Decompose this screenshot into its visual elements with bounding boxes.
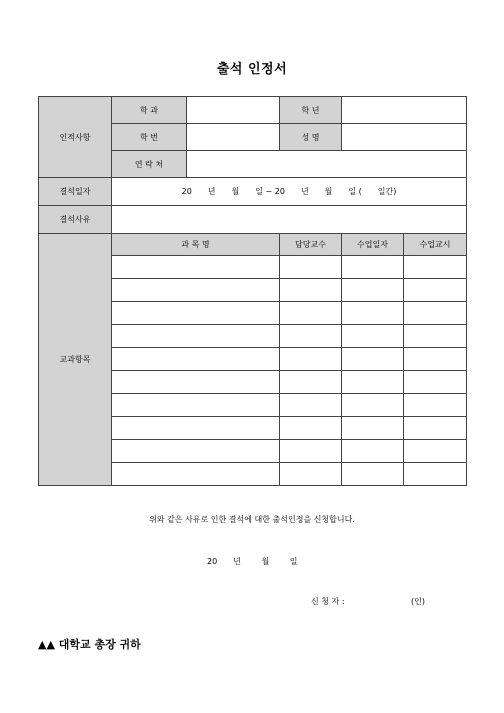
name-label: 성 명 [280, 124, 342, 151]
absence-date-field[interactable]: 20 년 월 일 ~ 20 년 월 일 ( 일간) [112, 178, 467, 206]
professor-cell[interactable] [280, 440, 342, 463]
class-period-cell[interactable] [404, 279, 467, 302]
subject-name-cell[interactable] [112, 463, 280, 486]
professor-cell[interactable] [280, 463, 342, 486]
date-day: 일 [289, 557, 298, 566]
subject-name-cell[interactable] [112, 440, 280, 463]
date-month: 월 [261, 557, 270, 566]
attendance-form-table [38, 96, 467, 486]
class-period-cell[interactable] [404, 302, 467, 325]
contact-field[interactable] [187, 151, 467, 178]
application-date [207, 556, 315, 567]
class-date-cell[interactable] [342, 302, 404, 325]
class-period-cell[interactable] [404, 417, 467, 440]
personal-info-label: 인적사항 [39, 97, 112, 178]
class-period-cell[interactable] [404, 348, 467, 371]
class-date-cell[interactable] [342, 417, 404, 440]
professor-cell[interactable] [280, 394, 342, 417]
absence-date-label: 결석일자 [39, 178, 112, 206]
department-field[interactable] [187, 97, 280, 124]
document-title: 출석 인정서 [216, 62, 288, 77]
seal-mark: (인) [411, 597, 425, 606]
student-id-field[interactable] [187, 124, 280, 151]
subject-name-cell[interactable] [112, 417, 280, 440]
class-date-cell[interactable] [342, 440, 404, 463]
absence-reason-label: 결석사유 [39, 206, 112, 234]
class-period-cell[interactable] [404, 371, 467, 394]
class-period-cell[interactable] [404, 440, 467, 463]
professor-cell[interactable] [280, 302, 342, 325]
subject-name-cell[interactable] [112, 394, 280, 417]
subject-name-cell[interactable] [112, 279, 280, 302]
grade-field[interactable] [342, 97, 467, 124]
subject-name-cell[interactable] [112, 348, 280, 371]
class-date-header: 수업일자 [342, 234, 404, 256]
applicant-label: 신 청 자 : [311, 597, 345, 606]
department-label: 학 과 [112, 97, 187, 124]
grade-label: 학 년 [280, 97, 342, 124]
class-period-cell[interactable] [404, 325, 467, 348]
class-date-cell[interactable] [342, 325, 404, 348]
class-date-cell[interactable] [342, 394, 404, 417]
professor-cell[interactable] [280, 417, 342, 440]
class-date-cell[interactable] [342, 348, 404, 371]
student-id-label: 학 번 [112, 124, 187, 151]
contact-label: 연 락 처 [112, 151, 187, 178]
recipient-line: ▲▲ 대학교 총장 귀하 [38, 638, 141, 651]
class-date-cell[interactable] [342, 256, 404, 279]
class-period-cell[interactable] [404, 256, 467, 279]
class-date-cell[interactable] [342, 371, 404, 394]
class-period-cell[interactable] [404, 463, 467, 486]
class-date-cell[interactable] [342, 279, 404, 302]
professor-cell[interactable] [280, 371, 342, 394]
professor-cell[interactable] [280, 256, 342, 279]
name-field[interactable] [342, 124, 467, 151]
date-year: 20 년 [207, 557, 241, 566]
subject-name-cell[interactable] [112, 256, 280, 279]
subject-name-cell[interactable] [112, 371, 280, 394]
professor-cell[interactable] [280, 279, 342, 302]
absence-reason-field[interactable] [112, 206, 467, 234]
professor-cell[interactable] [280, 348, 342, 371]
subject-name-cell[interactable] [112, 302, 280, 325]
subject-name-header: 과 목 명 [112, 234, 280, 256]
request-statement: 위와 같은 사유로 인한 결석에 대한 출석인정을 신청합니다. [149, 515, 355, 524]
professor-cell[interactable] [280, 325, 342, 348]
class-date-cell[interactable] [342, 463, 404, 486]
class-period-header: 수업교시 [404, 234, 467, 256]
professor-header: 담당교수 [280, 234, 342, 256]
class-period-cell[interactable] [404, 394, 467, 417]
subjects-label: 교과항목 [39, 234, 112, 486]
subject-name-cell[interactable] [112, 325, 280, 348]
